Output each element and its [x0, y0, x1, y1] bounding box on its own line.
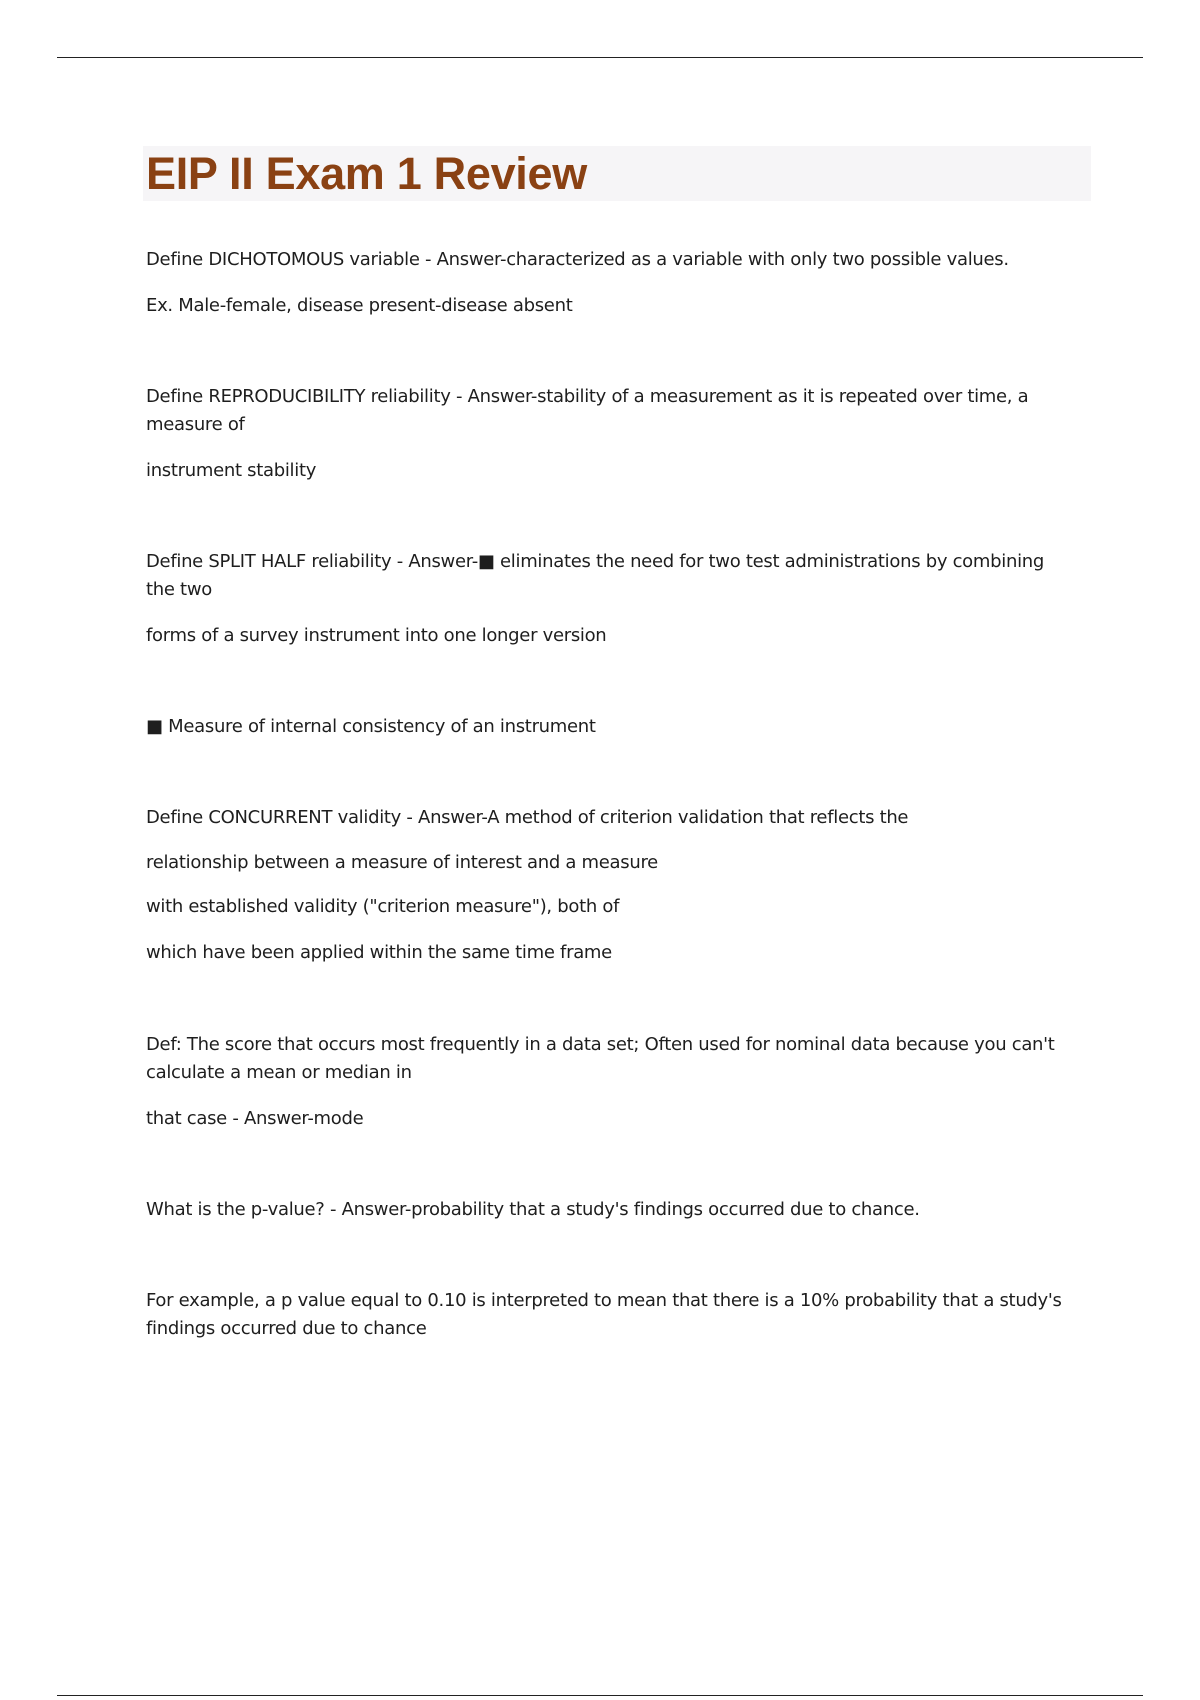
- text-line: What is the p-value? - Answer-probability that a study's findings occurred due to chance.: [146, 1199, 920, 1220]
- text-line: which have been applied within the same time frame: [146, 942, 612, 963]
- document-title: EIP II Exam 1 Review: [146, 148, 587, 199]
- text-line: measure of: [146, 414, 245, 435]
- page-bottom-rule: [57, 1695, 1143, 1696]
- text-line: that case - Answer-mode: [146, 1108, 364, 1129]
- text-line: Define SPLIT HALF reliability - Answer-■ eliminates the need for two test administrations by combining: [146, 551, 1045, 572]
- text-line: the two: [146, 579, 212, 600]
- text-line: Define DICHOTOMOUS variable - Answer-characterized as a variable with only two possible values.: [146, 249, 1009, 270]
- text-line: Define CONCURRENT validity - Answer-A method of criterion validation that reflects the: [146, 807, 909, 828]
- text-line: For example, a p value equal to 0.10 is interpreted to mean that there is a 10% probability that a study's: [146, 1290, 1062, 1311]
- text-line: ■ Measure of internal consistency of an instrument: [146, 716, 596, 737]
- text-line: Def: The score that occurs most frequently in a data set; Often used for nominal data because you can't: [146, 1034, 1055, 1055]
- text-line: forms of a survey instrument into one longer version: [146, 625, 607, 646]
- text-line: instrument stability: [146, 460, 317, 481]
- page-top-rule: [57, 57, 1143, 58]
- text-line: relationship between a measure of interest and a measure: [146, 852, 658, 873]
- text-line: calculate a mean or median in: [146, 1062, 412, 1083]
- text-line: Define REPRODUCIBILITY reliability - Answer-stability of a measurement as it is repeated over time, a: [146, 386, 1029, 407]
- text-line: Ex. Male-female, disease present-disease absent: [146, 295, 573, 316]
- text-line: findings occurred due to chance: [146, 1318, 427, 1339]
- text-line: with established validity ("criterion measure"), both of: [146, 896, 620, 917]
